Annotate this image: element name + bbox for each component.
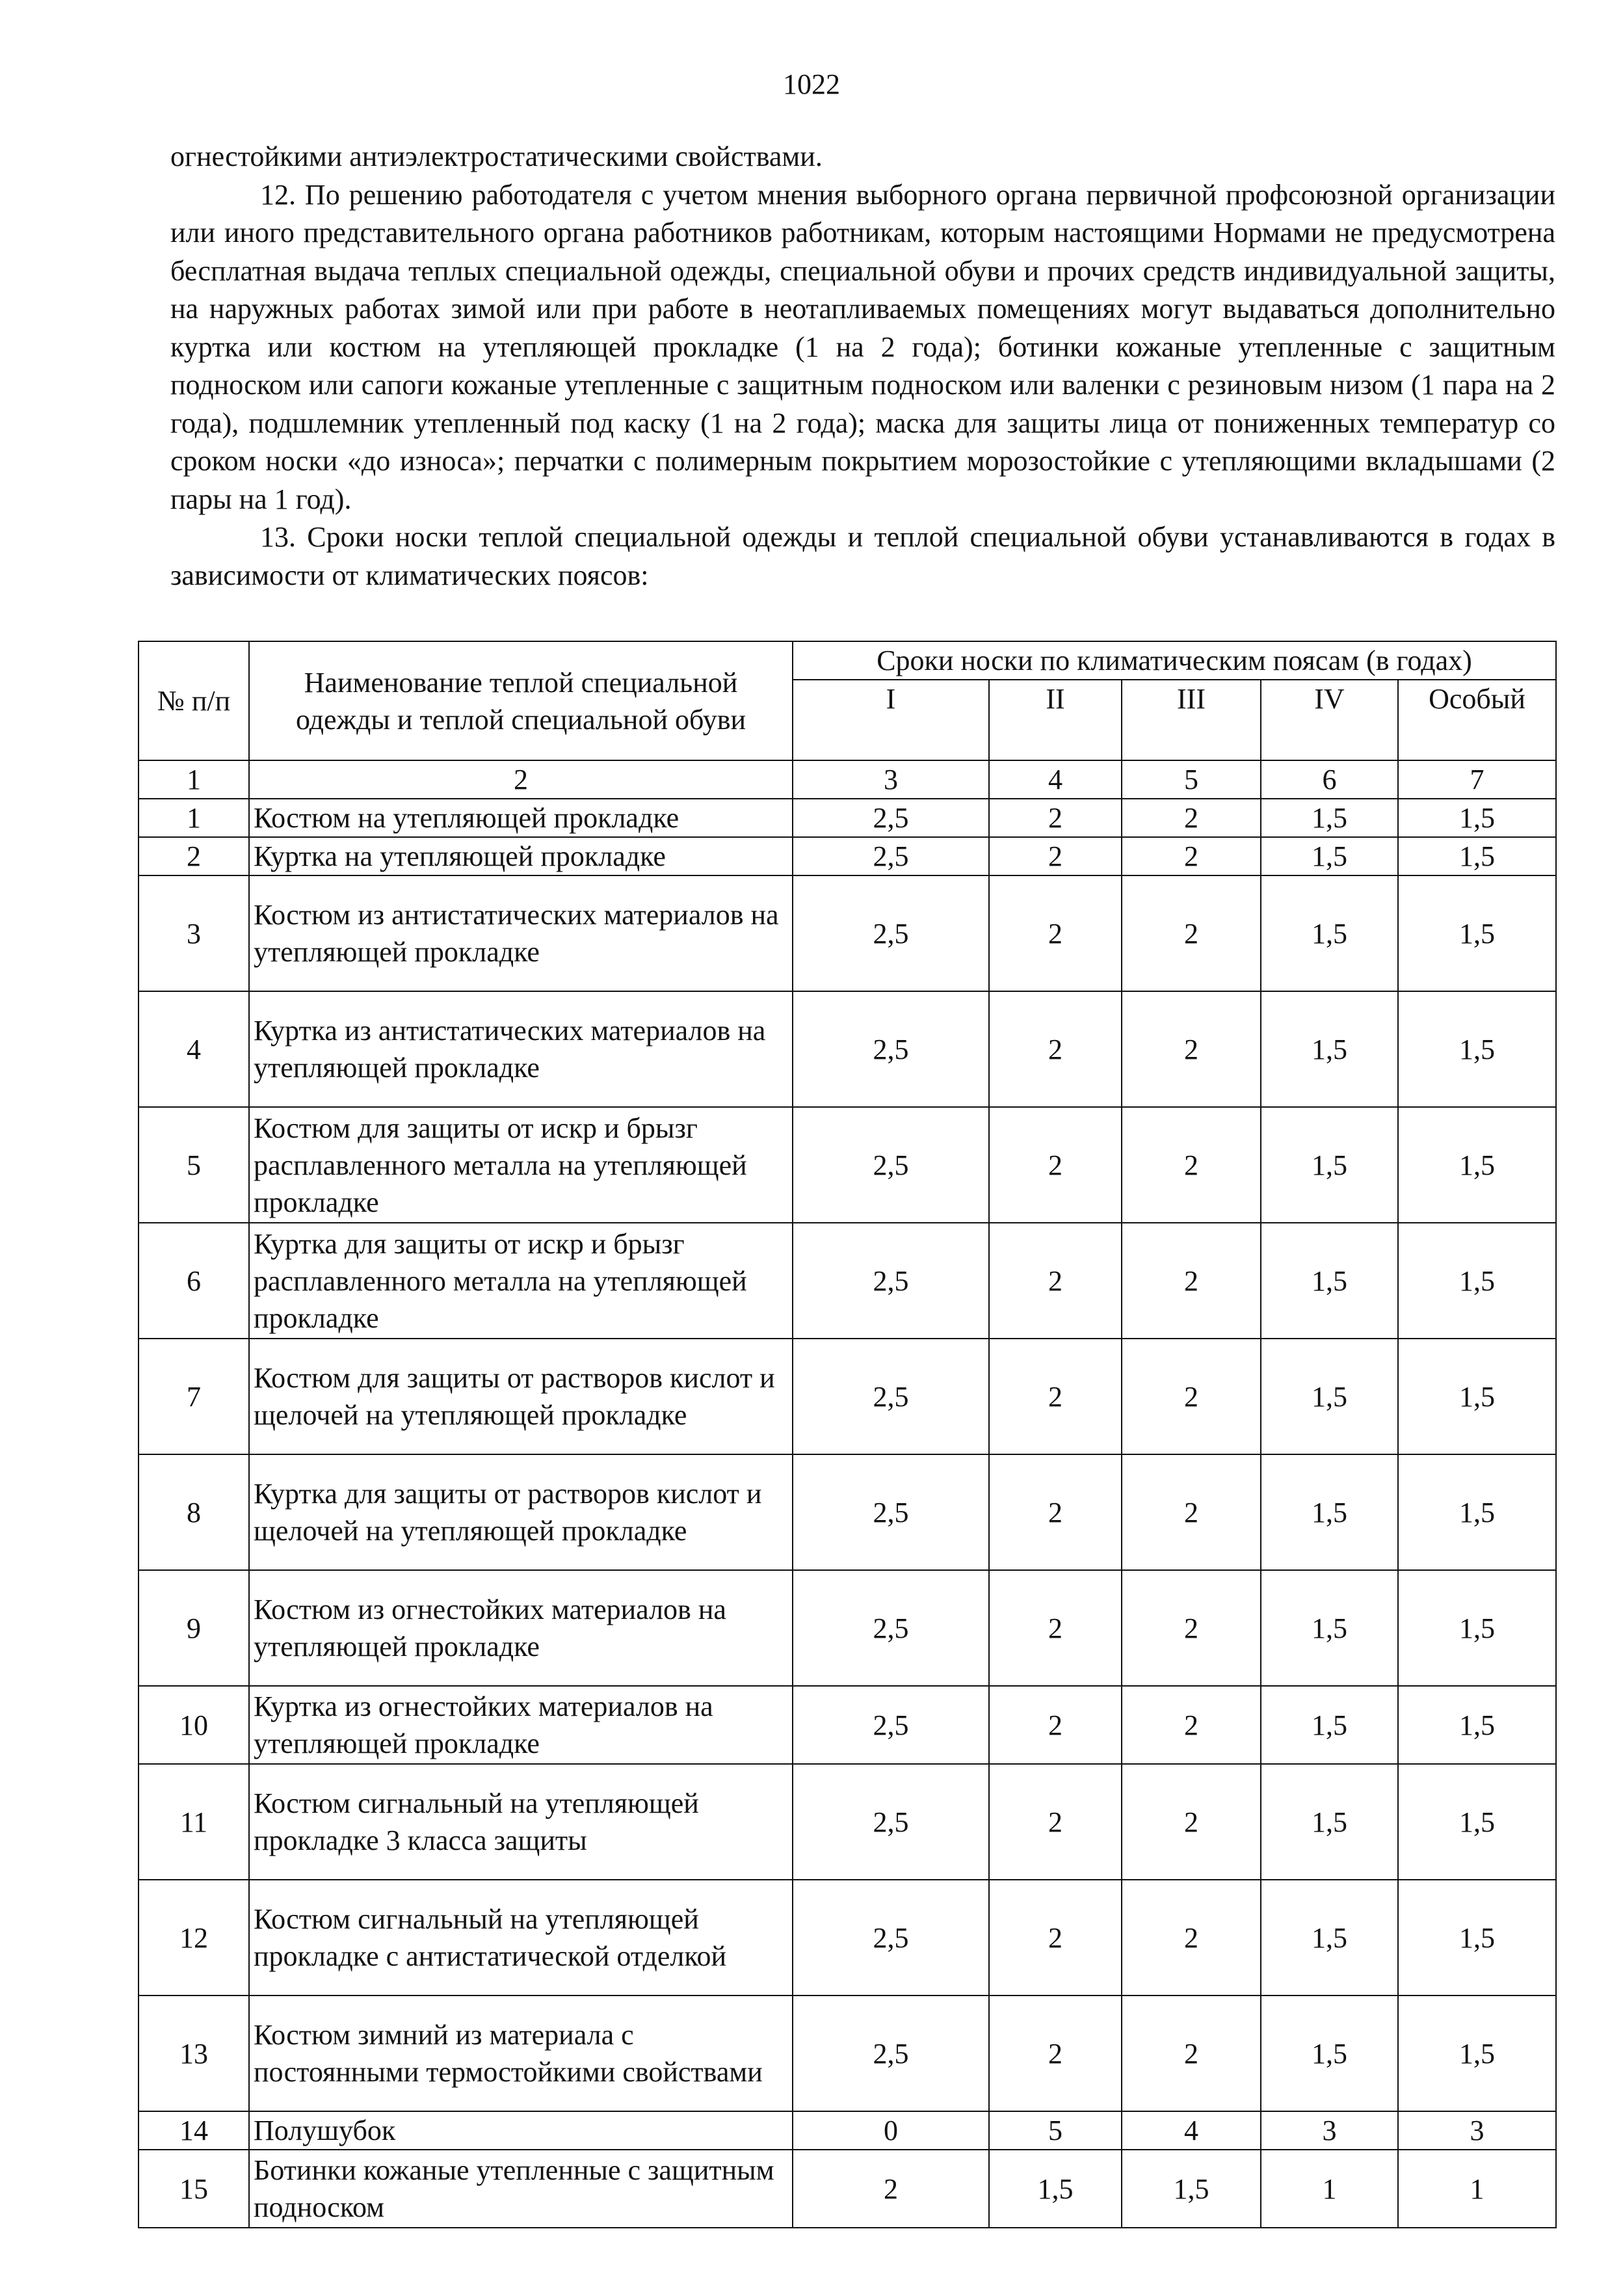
- row-value: 2,5: [793, 837, 989, 875]
- row-value: 1,5: [1398, 1454, 1556, 1570]
- table-row: [139, 1764, 1556, 1880]
- wear-period-table: [138, 641, 1557, 2228]
- column-number: 1: [139, 760, 249, 799]
- row-value: 1,5: [1398, 1996, 1556, 2111]
- row-value: 2: [989, 1996, 1122, 2111]
- row-value: 2: [1122, 1339, 1261, 1454]
- header-zone: I: [793, 680, 989, 760]
- table-row: [139, 991, 1556, 1107]
- row-value: 1,5: [1261, 1570, 1398, 1686]
- row-value: 1,5: [1261, 1880, 1398, 1996]
- row-value: 2,5: [793, 1764, 989, 1880]
- row-number: 5: [139, 1107, 249, 1223]
- text-block: [170, 138, 1555, 594]
- row-value: 1: [1261, 2150, 1398, 2228]
- row-value: 1,5: [1261, 1107, 1398, 1223]
- row-value: 2,5: [793, 1686, 989, 1764]
- row-value: 1,5: [1261, 837, 1398, 875]
- paragraph-continuation: огнестойкими антиэлектростатическими свойствами.: [170, 140, 823, 172]
- row-value: 0: [793, 2111, 989, 2150]
- row-value: 1,5: [1398, 991, 1556, 1107]
- row-value: 2: [989, 1223, 1122, 1339]
- table-row: [139, 1996, 1556, 2111]
- row-value: 2,5: [793, 799, 989, 837]
- row-value: 2: [989, 991, 1122, 1107]
- row-name: Полушубок: [249, 2111, 793, 2150]
- row-name: Костюм сигнальный на утепляющей прокладке с антистатической отделкой: [249, 1880, 793, 1996]
- header-zone: II: [989, 680, 1122, 760]
- row-value: 2,5: [793, 1880, 989, 1996]
- row-number: 11: [139, 1764, 249, 1880]
- table-row: [139, 1454, 1556, 1570]
- row-name: Куртка для защиты от растворов кислот и щелочей на утепляющей прокладке: [249, 1454, 793, 1570]
- row-value: 2: [989, 1454, 1122, 1570]
- row-name: Костюм для защиты от искр и брызг расплавленного металла на утепляющей прокладке: [249, 1107, 793, 1223]
- row-name: Костюм на утепляющей прокладке: [249, 799, 793, 837]
- column-number: 5: [1122, 760, 1261, 799]
- row-value: 1,5: [1261, 1454, 1398, 1570]
- row-value: 2: [1122, 799, 1261, 837]
- row-value: 1,5: [1398, 837, 1556, 875]
- row-value: 2,5: [793, 991, 989, 1107]
- table-row: [139, 1570, 1556, 1686]
- row-value: 2,5: [793, 1223, 989, 1339]
- row-value: 3: [1261, 2111, 1398, 2150]
- table-row: [139, 2111, 1556, 2150]
- row-value: 2: [1122, 1764, 1261, 1880]
- row-number: 1: [139, 799, 249, 837]
- column-number: 7: [1398, 760, 1556, 799]
- page-number: 1022: [783, 68, 840, 100]
- row-value: 5: [989, 2111, 1122, 2150]
- column-number: 6: [1261, 760, 1398, 799]
- header-zone: IV: [1261, 680, 1398, 760]
- row-value: 1,5: [1398, 1686, 1556, 1764]
- header-zones-group: Сроки носки по климатическим поясам (в годах): [793, 641, 1556, 680]
- row-value: 1,5: [1261, 1223, 1398, 1339]
- row-number: 4: [139, 991, 249, 1107]
- row-name: Костюм для защиты от растворов кислот и щелочей на утепляющей прокладке: [249, 1339, 793, 1454]
- row-value: 2: [1122, 875, 1261, 991]
- paragraph-13: 13. Сроки носки теплой специальной одежды и теплой специальной обуви устанавливаются в годах в зависимости от климатических поясов:: [170, 521, 1555, 591]
- header-name: Наименование теплой специальной одежды и теплой специальной обуви: [249, 641, 793, 760]
- table-row: [139, 799, 1556, 837]
- row-name: Куртка из антистатических материалов на утепляющей прокладке: [249, 991, 793, 1107]
- column-number: 2: [249, 760, 793, 799]
- row-value: 2: [1122, 1107, 1261, 1223]
- row-value: 1,5: [1398, 1570, 1556, 1686]
- table-row: [139, 1339, 1556, 1454]
- table-row: [139, 1880, 1556, 1996]
- row-value: 2: [989, 1686, 1122, 1764]
- row-value: 1,5: [1398, 875, 1556, 991]
- row-value: 2: [989, 875, 1122, 991]
- row-name: Ботинки кожаные утепленные с защитным подноском: [249, 2150, 793, 2228]
- row-value: 2: [1122, 1570, 1261, 1686]
- row-number: 13: [139, 1996, 249, 2111]
- row-value: 2,5: [793, 1339, 989, 1454]
- row-number: 9: [139, 1570, 249, 1686]
- row-value: 2,5: [793, 1996, 989, 2111]
- row-number: 2: [139, 837, 249, 875]
- row-value: 2: [1122, 1686, 1261, 1764]
- row-value: 2: [989, 1339, 1122, 1454]
- row-name: Куртка из огнестойких материалов на утепляющей прокладке: [249, 1686, 793, 1764]
- row-value: 1,5: [1261, 799, 1398, 837]
- row-value: 3: [1398, 2111, 1556, 2150]
- row-value: 1,5: [1398, 1339, 1556, 1454]
- row-number: 12: [139, 1880, 249, 1996]
- row-name: Куртка на утепляющей прокладке: [249, 837, 793, 875]
- header-zone: III: [1122, 680, 1261, 760]
- row-value: 1,5: [1398, 1764, 1556, 1880]
- row-name: Костюм из огнестойких материалов на утепляющей прокладке: [249, 1570, 793, 1686]
- row-value: 1,5: [1398, 1107, 1556, 1223]
- table-row: [139, 875, 1556, 991]
- row-value: 1,5: [1398, 799, 1556, 837]
- row-value: 1,5: [989, 2150, 1122, 2228]
- row-value: 1,5: [1261, 991, 1398, 1107]
- row-value: 2: [989, 799, 1122, 837]
- row-number: 8: [139, 1454, 249, 1570]
- row-value: 2,5: [793, 1454, 989, 1570]
- row-value: 1,5: [1261, 1339, 1398, 1454]
- row-value: 2: [1122, 1996, 1261, 2111]
- row-value: 4: [1122, 2111, 1261, 2150]
- row-value: 2,5: [793, 875, 989, 991]
- table-row: [139, 1107, 1556, 1223]
- table-row: [139, 837, 1556, 875]
- row-value: 2: [1122, 1880, 1261, 1996]
- row-value: 1,5: [1398, 1223, 1556, 1339]
- row-value: 1,5: [1261, 1764, 1398, 1880]
- row-value: 1,5: [1261, 875, 1398, 991]
- row-value: 2,5: [793, 1570, 989, 1686]
- row-value: 1: [1398, 2150, 1556, 2228]
- row-value: 2: [1122, 837, 1261, 875]
- row-number: 10: [139, 1686, 249, 1764]
- row-name: Куртка для защиты от искр и брызг расплавленного металла на утепляющей прокладке: [249, 1223, 793, 1339]
- table-row: [139, 2150, 1556, 2228]
- row-value: 2: [793, 2150, 989, 2228]
- row-value: 1,5: [1398, 1880, 1556, 1996]
- row-number: 14: [139, 2111, 249, 2150]
- row-value: 2,5: [793, 1107, 989, 1223]
- paragraph-12: 12. По решению работодателя с учетом мнения выборного органа первичной профсоюзной организации или иного представительного органа работников работникам, которым настоящими Нормами не предусмотрена бесплатная выдача теплых специальной одежды, специальной обуви и прочих средств индивидуальной защиты, на наружных работах зимой или при работе в неотапливаемых помещениях могут выдаваться дополнительно куртка или костюм на утепляющей прокладке (1 на 2 года); ботинки кожаные утепленные с защитным подноском или сапоги кожаные утепленные с защитным подноском или валенки с резиновым низом (1 пара на 2 года), подшлемник утепленный под каску (1 на 2 года); маска для защиты лица от пониженных температур со сроком носки «до износа»; перчатки с полимерным покрытием морозостойкие с утепляющими вкладышами (2 пары на 1 год).: [170, 178, 1555, 515]
- row-name: Костюм зимний из материала с постоянными термостойкими свойствами: [249, 1996, 793, 2111]
- column-number: 3: [793, 760, 989, 799]
- row-number: 3: [139, 875, 249, 991]
- row-name: Костюм из антистатических материалов на утепляющей прокладке: [249, 875, 793, 991]
- header-zone: Особый: [1398, 680, 1556, 760]
- header-num: № п/п: [139, 641, 249, 760]
- row-value: 1,5: [1261, 1686, 1398, 1764]
- row-number: 6: [139, 1223, 249, 1339]
- row-number: 7: [139, 1339, 249, 1454]
- row-value: 1,5: [1122, 2150, 1261, 2228]
- row-value: 2: [989, 1107, 1122, 1223]
- row-value: 2: [989, 1570, 1122, 1686]
- row-value: 2: [1122, 1223, 1261, 1339]
- row-value: 2: [1122, 991, 1261, 1107]
- table-row: [139, 1686, 1556, 1764]
- column-number: 4: [989, 760, 1122, 799]
- row-value: 1,5: [1261, 1996, 1398, 2111]
- row-number: 15: [139, 2150, 249, 2228]
- row-value: 2: [989, 837, 1122, 875]
- row-value: 2: [1122, 1454, 1261, 1570]
- table-row: [139, 1223, 1556, 1339]
- row-value: 2: [989, 1880, 1122, 1996]
- row-name: Костюм сигнальный на утепляющей прокладке 3 класса защиты: [249, 1764, 793, 1880]
- row-value: 2: [989, 1764, 1122, 1880]
